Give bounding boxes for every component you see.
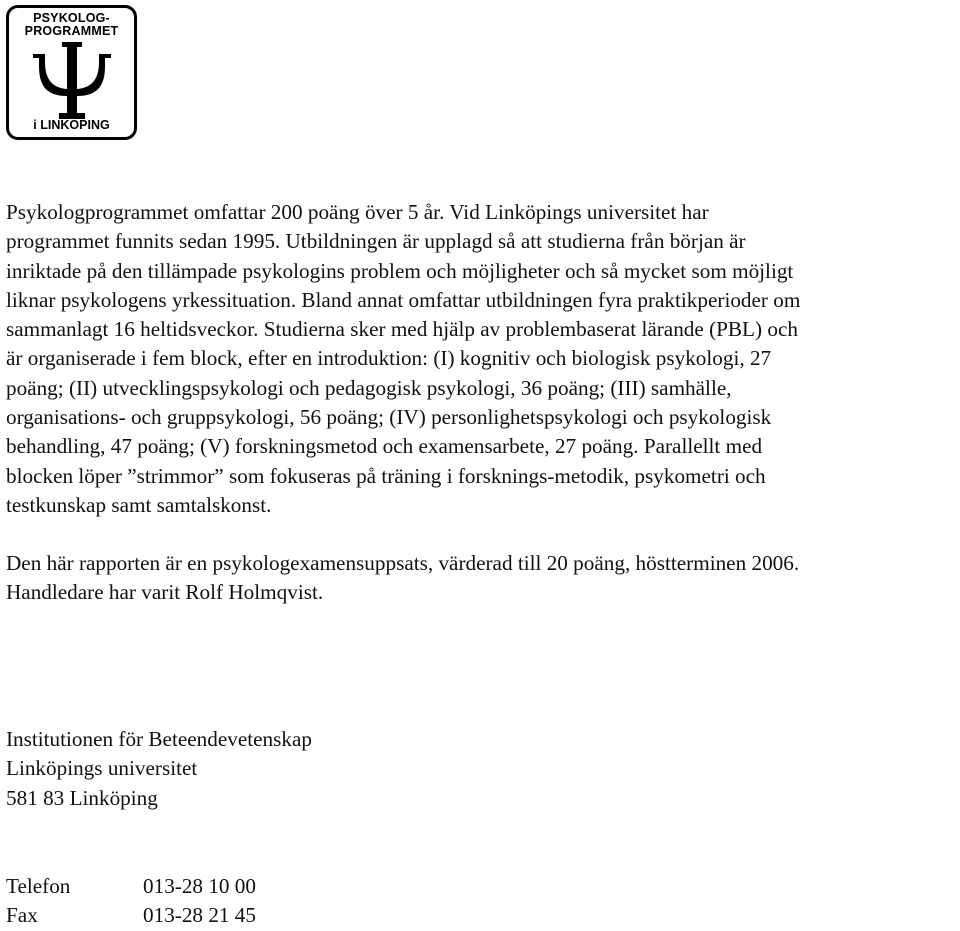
description-line: organisations- och gruppsykologi, 56 poäng; (IV) personlighetspsykologi och psykologisk (6, 405, 772, 430)
address-institution: Institutionen för Beteendevetenskap (6, 727, 312, 751)
description-line: Psykologprogrammet omfattar 200 poäng över 5 år. Vid Linköpings universitet har (6, 200, 709, 224)
address-postal: 581 83 Linköping (6, 785, 158, 810)
logo-top-text (9, 12, 134, 38)
program-description (6, 198, 956, 520)
logo-top-line2: PROGRAMMET (24, 24, 119, 38)
fax-value: 013-28 21 45 (143, 903, 256, 928)
fax-label: Fax (6, 903, 38, 928)
contact-info (6, 872, 256, 931)
description-line: programmet funnits sedan 1995. Utbildningen är upplagd så att studierna från början är (6, 229, 746, 254)
description-line: testkunskap samt samtalskonst. (6, 492, 272, 517)
program-logo (6, 5, 137, 140)
phone-row (6, 872, 256, 901)
address-university: Linköpings universitet (6, 756, 198, 781)
fax-row (6, 901, 256, 930)
description-line: poäng; (II) utvecklingspsykologi och pedagogisk psykologi, 36 poäng; (III) samhälle, (6, 375, 732, 400)
phone-label: Telefon (6, 874, 71, 898)
logo-bottom-text: i LINKÖPING (33, 118, 110, 132)
description-line: sammanlagt 16 heltidsveckor. Studierna sker med hjälp av problembaserat lärande (PBL) och (6, 317, 798, 342)
description-line: liknar psykologens yrkessituation. Bland annat omfattar utbildningen fyra praktikperioder om (6, 287, 801, 312)
logo-top-line1: PSYKOLOG- (33, 11, 110, 25)
report-info-line: Handledare har varit Rolf Holmqvist. (6, 580, 324, 605)
description-line: behandling, 47 poäng; (V) forskningsmetod och examensarbete, 27 poäng. Parallellt med (6, 434, 763, 459)
report-info-line: Den här rapporten är en psykologexamensuppsats, värderad till 20 poäng, höstterminen 2006. (6, 551, 800, 575)
psi-icon (31, 42, 113, 122)
phone-value: 013-28 10 00 (143, 874, 256, 898)
description-line: blocken löper ”strimmor” som fokuseras på träning i forsknings-metodik, psykometri och (6, 463, 766, 488)
report-info (6, 549, 956, 608)
description-line: är organiserade i fem block, efter en introduktion: (I) kognitiv och biologisk psykologi, 27 (6, 346, 772, 371)
postal-address (6, 725, 312, 813)
description-line: inriktade på den tillämpade psykologins problem och möjligheter och så mycket som möjligt (6, 258, 794, 283)
